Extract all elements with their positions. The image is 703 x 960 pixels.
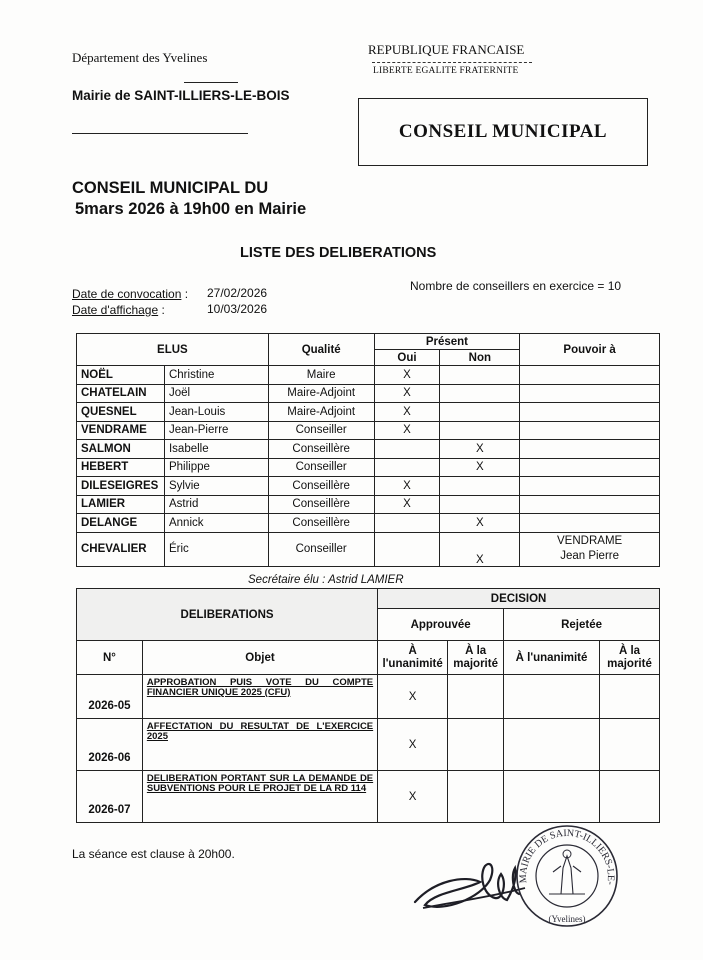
affichage-label: Date d'affichage — [72, 303, 159, 317]
secretaire: Secrétaire élu : Astrid LAMIER — [248, 574, 404, 586]
elu-prenom: Sylvie — [164, 477, 268, 496]
elu-non — [440, 421, 520, 440]
table-row — [77, 384, 660, 403]
rej-maj-l1: À la — [618, 644, 641, 657]
session-title — [72, 178, 306, 220]
delib-rej-unan — [504, 771, 600, 823]
seal-bottom-text: (Yvelines) — [548, 914, 586, 924]
affichage-row — [72, 303, 165, 317]
elu-non — [440, 403, 520, 422]
seal-figure — [549, 856, 585, 894]
list-title: LISTE DES DELIBERATIONS — [240, 245, 437, 261]
rej-unan-header: À l'unanimité — [504, 641, 600, 675]
non-header: Non — [440, 350, 520, 366]
elu-non: X — [440, 458, 520, 477]
decision-header: DECISION — [378, 589, 660, 609]
conseillers-count: Nombre de conseillers en exercice = 10 — [410, 279, 622, 293]
convocation-sep: : — [181, 287, 189, 301]
conseil-box: CONSEIL MUNICIPAL — [358, 98, 648, 166]
elu-non — [440, 366, 520, 385]
app-unan-header — [378, 641, 448, 675]
delib-rej-maj — [599, 771, 659, 823]
elu-qualite: Conseillère — [268, 495, 374, 514]
table-row — [77, 366, 660, 385]
delib-app-unan: X — [378, 771, 448, 823]
elu-nom: CHATELAIN — [77, 384, 165, 403]
elu-qualite: Maire — [268, 366, 374, 385]
elu-prenom: Jean-Louis — [164, 403, 268, 422]
elu-pouvoir — [520, 384, 660, 403]
elu-nom: DELANGE — [77, 514, 165, 533]
elu-non: X — [440, 514, 520, 533]
seal-ring-text: MAIRIE DE SAINT-ILLIERS-LE-BOIS — [517, 827, 617, 886]
elu-oui: X — [374, 384, 440, 403]
elu-prenom: Jean-Pierre — [164, 421, 268, 440]
table-row — [77, 403, 660, 422]
delib-app-maj — [448, 675, 504, 719]
rej-maj-l2: majorité — [607, 657, 652, 670]
table-row — [77, 532, 660, 566]
delib-rej-unan — [504, 675, 600, 719]
pouvoir-header: Pouvoir à — [520, 334, 660, 366]
elu-prenom: Annick — [164, 514, 268, 533]
elu-nom: CHEVALIER — [77, 532, 165, 566]
delib-num: 2026-07 — [77, 771, 143, 823]
elu-oui: X — [374, 366, 440, 385]
elu-qualite: Maire-Adjoint — [268, 384, 374, 403]
delib-num: 2026-05 — [77, 675, 143, 719]
rejetee-header: Rejetée — [504, 609, 660, 641]
delib-app-unan: X — [378, 719, 448, 771]
deliberations-table — [76, 588, 660, 823]
elu-prenom: Joël — [164, 384, 268, 403]
table-row — [77, 719, 660, 771]
delib-app-unan: X — [378, 675, 448, 719]
convocation-label: Date de convocation — [72, 287, 182, 301]
elu-oui — [374, 458, 440, 477]
elu-non: X — [440, 440, 520, 459]
table-row — [77, 421, 660, 440]
elu-pouvoir — [520, 421, 660, 440]
approuvee-header: Approuvée — [378, 609, 504, 641]
elu-oui: X — [374, 403, 440, 422]
mairie-name: Mairie de SAINT-ILLIERS-LE-BOIS — [72, 88, 290, 103]
elu-qualite: Maire-Adjoint — [268, 403, 374, 422]
elu-oui — [374, 514, 440, 533]
closing-text: La séance est clause à 20h00. — [72, 847, 235, 861]
app-unan-l1: À — [408, 644, 417, 657]
table-row — [77, 514, 660, 533]
qualite-header: Qualité — [268, 334, 374, 366]
elu-nom: SALMON — [77, 440, 165, 459]
delib-app-maj — [448, 719, 504, 771]
delib-rej-maj — [599, 675, 659, 719]
pouvoir-line2: Jean Pierre — [560, 550, 620, 562]
objet-header: Objet — [142, 641, 377, 675]
app-maj-header — [448, 641, 504, 675]
elu-nom: QUESNEL — [77, 403, 165, 422]
app-maj-l1: À la — [465, 644, 487, 657]
present-header: Présent — [374, 334, 520, 350]
session-line1: CONSEIL MUNICIPAL DU — [72, 179, 269, 197]
elu-qualite: Conseillère — [268, 514, 374, 533]
elu-qualite: Conseillère — [268, 440, 374, 459]
signature-and-seal — [395, 820, 655, 945]
elu-pouvoir — [520, 440, 660, 459]
seal-outer-ring — [517, 826, 617, 926]
table-row — [77, 495, 660, 514]
delib-num: 2026-06 — [77, 719, 143, 771]
delib-rej-unan — [504, 719, 600, 771]
elu-nom: NOËL — [77, 366, 165, 385]
elu-pouvoir — [520, 495, 660, 514]
signature-underline — [423, 888, 525, 908]
deliberations-header: DELIBERATIONS — [77, 589, 378, 641]
elus-table — [76, 333, 660, 567]
elu-pouvoir — [520, 532, 660, 566]
elu-oui: X — [374, 421, 440, 440]
elu-pouvoir — [520, 458, 660, 477]
elu-prenom: Philippe — [164, 458, 268, 477]
departement: Département des Yvelines — [72, 50, 208, 65]
elus-header: ELUS — [77, 334, 269, 366]
elu-non: X — [440, 532, 520, 566]
delib-objet: DELIBERATION PORTANT SUR LA DEMANDE DE SUBVENTIONS POUR LE PROJET DE LA RD 114 — [142, 771, 377, 823]
affichage-sep: : — [158, 303, 165, 317]
elu-pouvoir — [520, 477, 660, 496]
devise: LIBERTE EGALITE FRATERNITE — [373, 66, 519, 76]
delib-objet: APPROBATION PUIS VOTE DU COMPTE FINANCIER UNIQUE 2025 (CFU) — [142, 675, 377, 719]
table-row — [77, 440, 660, 459]
elu-non — [440, 477, 520, 496]
table-row — [77, 675, 660, 719]
elu-pouvoir — [520, 403, 660, 422]
divider — [184, 82, 238, 83]
elu-prenom: Éric — [164, 532, 268, 566]
elu-prenom: Astrid — [164, 495, 268, 514]
pouvoir-line1: VENDRAME — [557, 535, 623, 547]
num-header: N° — [77, 641, 143, 675]
elu-prenom: Christine — [164, 366, 268, 385]
elu-nom: DILESEIGRES — [77, 477, 165, 496]
table-row — [77, 771, 660, 823]
elu-oui — [374, 440, 440, 459]
elu-oui — [374, 532, 440, 566]
convocation-date: 27/02/2026 — [207, 286, 268, 300]
elu-nom: HEBERT — [77, 458, 165, 477]
convocation-row — [72, 287, 188, 301]
republique: REPUBLIQUE FRANCAISE — [368, 42, 525, 57]
elu-pouvoir — [520, 366, 660, 385]
app-maj-l2: majorité — [453, 657, 498, 670]
oui-header: Oui — [374, 350, 440, 366]
elu-qualite: Conseillère — [268, 477, 374, 496]
divider — [372, 62, 532, 63]
municipal-seal — [517, 826, 617, 926]
delib-app-maj — [448, 771, 504, 823]
rej-maj-header — [599, 641, 659, 675]
elu-oui: X — [374, 495, 440, 514]
elu-prenom: Isabelle — [164, 440, 268, 459]
elu-oui: X — [374, 477, 440, 496]
table-row — [77, 477, 660, 496]
table-row — [77, 458, 660, 477]
elu-pouvoir — [520, 514, 660, 533]
session-line2: 5mars 2026 à 19h00 en Mairie — [75, 200, 307, 218]
app-unan-l2: l'unanimité — [382, 657, 443, 670]
elu-qualite: Conseiller — [268, 421, 374, 440]
divider — [72, 133, 248, 134]
elu-non — [440, 384, 520, 403]
elu-nom: LAMIER — [77, 495, 165, 514]
delib-rej-maj — [599, 719, 659, 771]
elu-nom: VENDRAME — [77, 421, 165, 440]
delib-objet: AFFECTATION DU RESULTAT DE L'EXERCICE 2025 — [142, 719, 377, 771]
elu-qualite: Conseiller — [268, 532, 374, 566]
elu-qualite: Conseiller — [268, 458, 374, 477]
affichage-date: 10/03/2026 — [207, 302, 268, 316]
elu-non — [440, 495, 520, 514]
